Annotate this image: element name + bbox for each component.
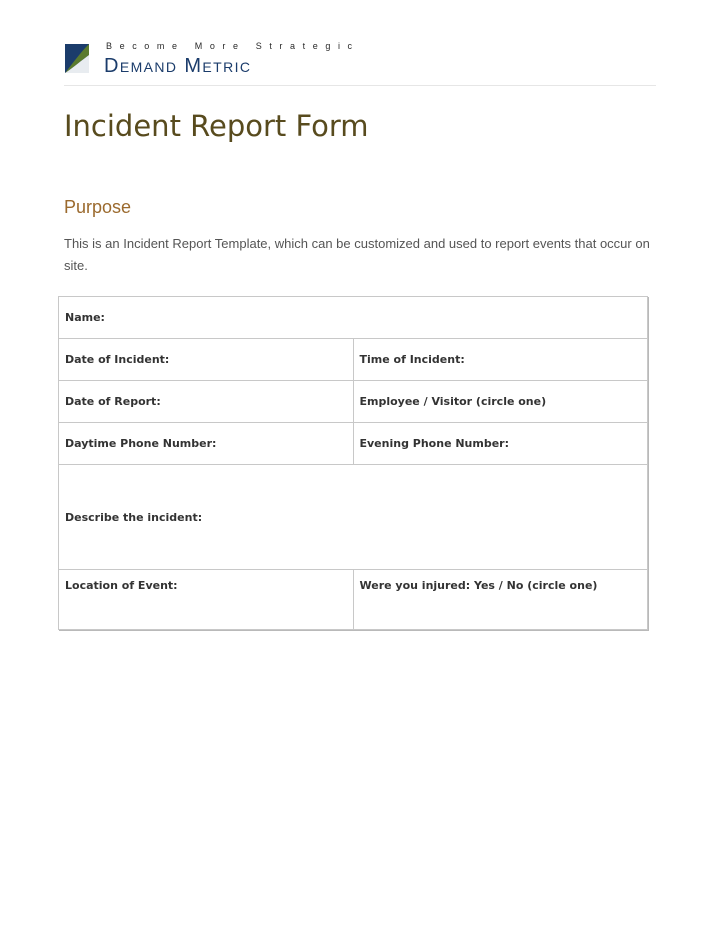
logo-mark-icon <box>64 43 92 75</box>
brand-name: Demand Metric <box>104 55 252 77</box>
page-title: Incident Report Form <box>64 109 369 143</box>
location-field[interactable]: Location of Event: <box>59 570 354 630</box>
purpose-heading: Purpose <box>64 197 132 217</box>
form-row-name <box>59 297 648 339</box>
incident-form-table <box>58 296 648 630</box>
demand-metric-logo <box>64 40 360 80</box>
brand-tagline: Become More Strategic <box>106 41 360 51</box>
daytime-phone-field[interactable]: Daytime Phone Number: <box>59 423 354 465</box>
employee-visitor-field[interactable]: Employee / Visitor (circle one) <box>353 381 648 423</box>
header-divider <box>64 85 656 86</box>
evening-phone-field[interactable]: Evening Phone Number: <box>353 423 648 465</box>
form-row-description <box>59 465 648 570</box>
form-row-report-date <box>59 381 648 423</box>
name-field[interactable]: Name: <box>59 297 648 339</box>
injured-field[interactable]: Were you injured: Yes / No (circle one) <box>353 570 648 630</box>
form-row-location <box>59 570 648 630</box>
form-row-phones <box>59 423 648 465</box>
form-row-incident-datetime <box>59 339 648 381</box>
purpose-text: This is an Incident Report Template, which can be customized and used to report events that occur on site. <box>64 236 650 273</box>
describe-incident-field[interactable]: Describe the incident: <box>59 465 648 570</box>
date-of-report-field[interactable]: Date of Report: <box>59 381 354 423</box>
date-of-incident-field[interactable]: Date of Incident: <box>59 339 354 381</box>
time-of-incident-field[interactable]: Time of Incident: <box>353 339 648 381</box>
